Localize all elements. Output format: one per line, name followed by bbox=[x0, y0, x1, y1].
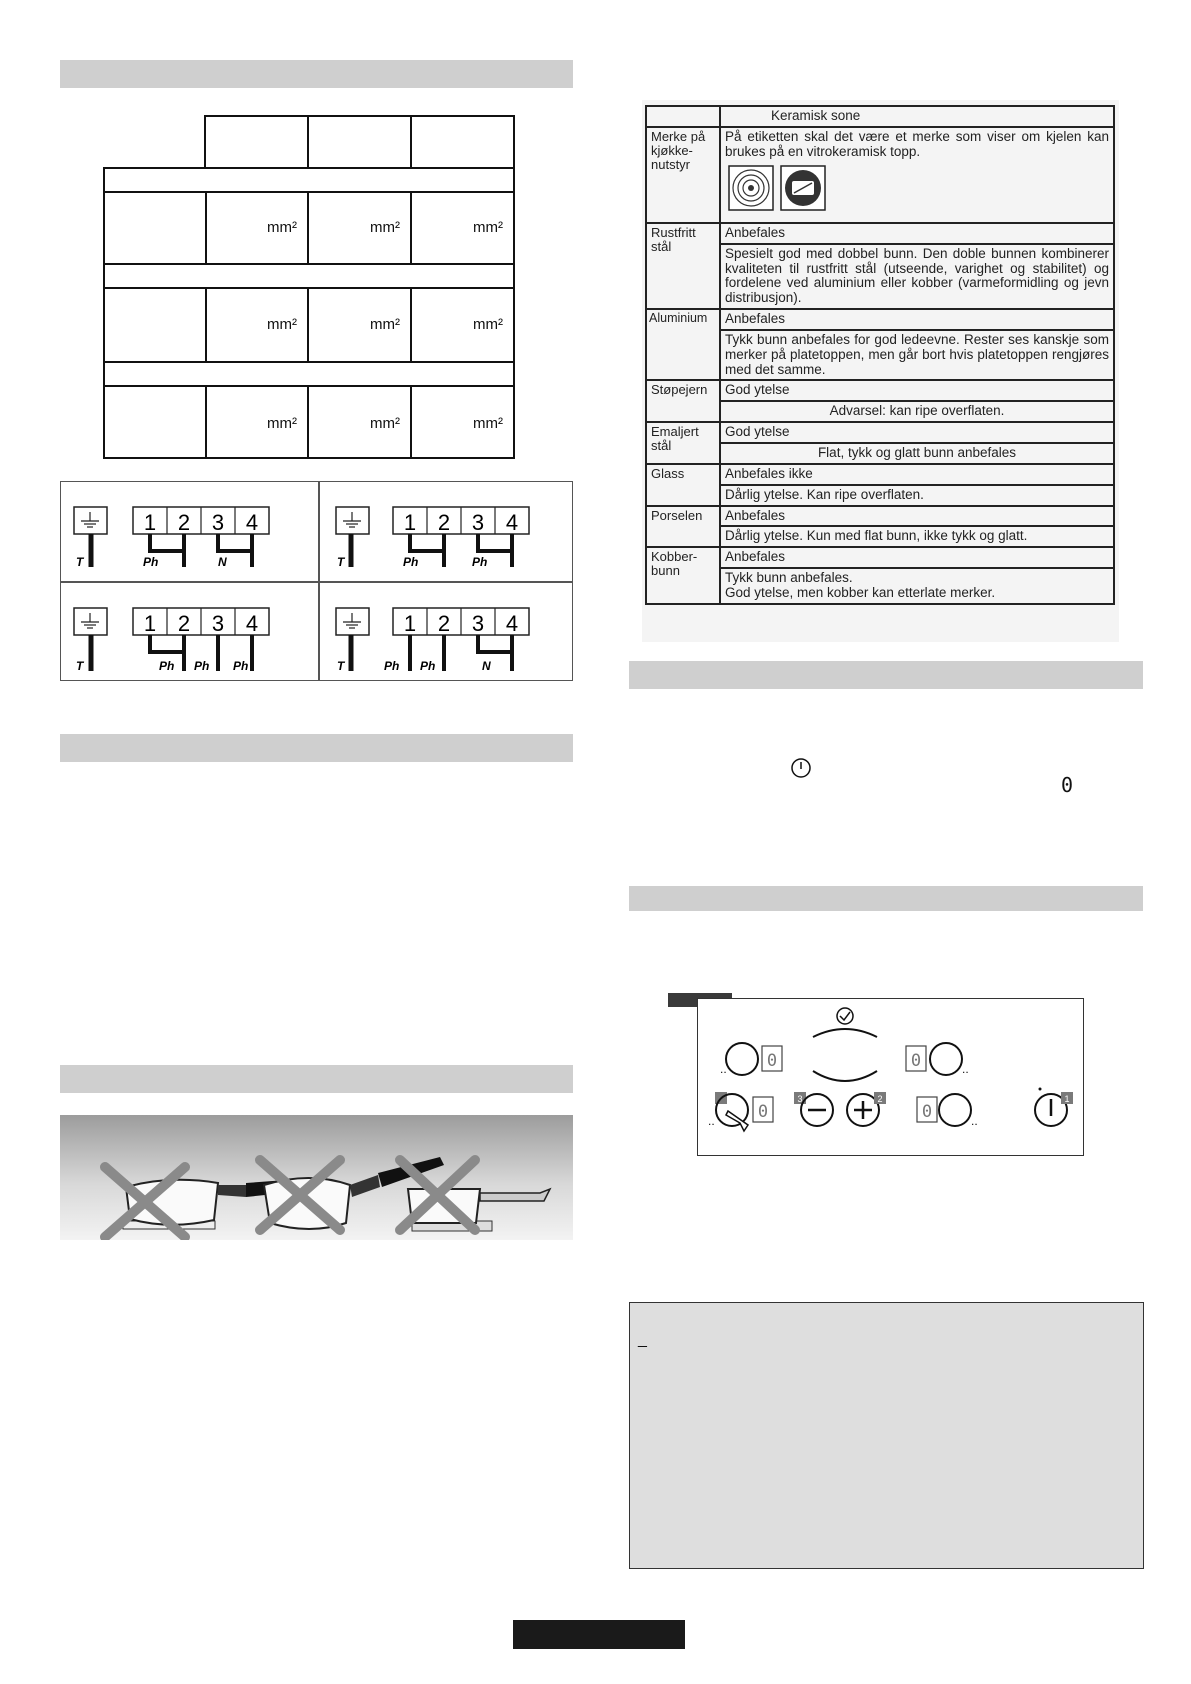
control-panel bbox=[697, 998, 1084, 1156]
table-cell: Advarsel: kan ripe overflaten. bbox=[720, 401, 1114, 422]
wire-label: Ph bbox=[143, 555, 159, 569]
display-digit: 0 bbox=[766, 1051, 778, 1071]
table-row bbox=[646, 106, 1114, 127]
table-cell: Tykk bunn anbefales. God ytelse, men kobber kan etterlate merker. bbox=[720, 568, 1114, 604]
timer-arc-top bbox=[813, 1029, 877, 1037]
table-cell: Anbefales bbox=[720, 309, 1114, 330]
display-digit: 0 bbox=[921, 1102, 933, 1122]
svg-text:..: .. bbox=[720, 1062, 727, 1076]
unit-text: mm² bbox=[267, 219, 297, 236]
wire-label: N bbox=[218, 555, 227, 569]
unit-text: mm² bbox=[370, 219, 400, 236]
table-header: Keramisk sone bbox=[720, 106, 1114, 127]
zone-button-bottom-right bbox=[939, 1094, 971, 1126]
table-row bbox=[646, 223, 1114, 244]
wire-label: T bbox=[76, 659, 84, 673]
table-cell: God ytelse bbox=[720, 422, 1114, 443]
terminal-number: 3 bbox=[211, 611, 225, 636]
badge-number: 2 bbox=[877, 1094, 883, 1104]
table-row bbox=[646, 127, 1114, 223]
table-row bbox=[646, 309, 1114, 330]
terminal-number: 2 bbox=[177, 510, 191, 535]
note-box bbox=[629, 1302, 1144, 1569]
table-cell: Dårlig ytelse. Kan ripe overflaten. bbox=[720, 485, 1114, 506]
display-digit: 0 bbox=[1061, 773, 1074, 797]
table-cell: Anbefales ikke bbox=[720, 464, 1114, 485]
wiring-diagram-3 bbox=[74, 608, 269, 673]
wire-label: Ph bbox=[403, 555, 419, 569]
table-cell: Anbefales bbox=[720, 223, 1114, 244]
row-label: Porselen bbox=[646, 506, 720, 548]
wire-label: Ph bbox=[420, 659, 436, 673]
row-label: Merke på kjøkke-nutstyr bbox=[646, 127, 720, 223]
terminal-number: 1 bbox=[143, 611, 157, 636]
zone-button-top-right bbox=[930, 1043, 962, 1075]
terminal-number: 4 bbox=[505, 510, 519, 535]
cell-text: På etiketten skal det være et merke som viser om kjelen kan brukes på en vitrokeramisk topp. bbox=[725, 128, 1109, 159]
terminal-number: 2 bbox=[437, 611, 451, 636]
terminal-number: 1 bbox=[403, 611, 417, 636]
badge-number: 1 bbox=[1064, 1094, 1070, 1104]
wire-label: Ph bbox=[194, 659, 210, 673]
row-label: Emaljert stål bbox=[646, 422, 720, 464]
unit-text: mm² bbox=[370, 316, 400, 333]
table-cell: Anbefales bbox=[720, 547, 1114, 568]
timer-arc-bottom bbox=[813, 1071, 877, 1081]
terminal-number: 3 bbox=[211, 510, 225, 535]
terminal-number: 4 bbox=[505, 611, 519, 636]
unit-text: mm² bbox=[267, 415, 297, 432]
page-footer-bar bbox=[513, 1620, 685, 1649]
terminal-number: 3 bbox=[471, 611, 485, 636]
table-row bbox=[646, 464, 1114, 485]
unsuitable-pans-illustration bbox=[60, 1115, 573, 1240]
wire-label: Ph bbox=[233, 659, 249, 673]
display-digit: 0 bbox=[757, 1102, 769, 1122]
wire-label: T bbox=[337, 555, 345, 569]
unit-text: mm² bbox=[473, 415, 503, 432]
section-bar-4 bbox=[629, 661, 1143, 689]
pans-drawing bbox=[60, 1115, 573, 1240]
section-bar-2 bbox=[60, 734, 573, 762]
row-label: Kobber-bunn bbox=[646, 547, 720, 604]
cookware-symbols bbox=[725, 164, 835, 212]
terminal-number: 4 bbox=[245, 611, 259, 636]
terminal-number: 3 bbox=[471, 510, 485, 535]
note-dash: _ bbox=[638, 1331, 647, 1348]
table-row bbox=[646, 547, 1114, 568]
table-row bbox=[646, 422, 1114, 443]
terminal-number: 1 bbox=[403, 510, 417, 535]
svg-text:..: .. bbox=[708, 1114, 715, 1128]
unit-text: mm² bbox=[267, 316, 297, 333]
row-label: Glass bbox=[646, 464, 720, 506]
terminal-number: 2 bbox=[177, 611, 191, 636]
table-cell: Flat, tykk og glatt bunn anbefales bbox=[720, 443, 1114, 464]
wiring-diagram-1 bbox=[74, 507, 269, 569]
table-cell: Tykk bunn anbefales for god ledeevne. Rester ses kanskje som merker på platetoppen, men går bort hvis platetoppen rengjøres med det samme. bbox=[720, 330, 1114, 381]
terminal-number: 1 bbox=[143, 510, 157, 535]
wire-label: N bbox=[482, 659, 491, 673]
wire-label: T bbox=[76, 555, 84, 569]
zone-button-top-left bbox=[726, 1043, 758, 1075]
table-cell bbox=[646, 106, 720, 127]
wire-label: Ph bbox=[384, 659, 400, 673]
wiring-diagram-2 bbox=[336, 507, 529, 569]
display-digit: 0 bbox=[910, 1051, 922, 1071]
unit-text: mm² bbox=[473, 219, 503, 236]
table-cell: Dårlig ytelse. Kun med flat bunn, ikke tykk og glatt. bbox=[720, 526, 1114, 547]
power-icon bbox=[790, 757, 812, 779]
row-label: Støpejern bbox=[646, 380, 720, 422]
row-label: Aluminium bbox=[646, 309, 720, 380]
unit-text: mm² bbox=[370, 415, 400, 432]
table-cell: Spesielt god med dobbel bunn. Den doble bunnen kombinerer kvaliteten til rustfritt stål (utseende, varighet og stabilitet) og fordelene ved aluminium eller kobber (varmeformidling og jevn distribusjon). bbox=[720, 244, 1114, 309]
table-row bbox=[646, 506, 1114, 527]
wire-label: Ph bbox=[159, 659, 175, 673]
svg-text:..: .. bbox=[962, 1062, 969, 1076]
section-bar-5 bbox=[629, 886, 1143, 911]
cookware-table bbox=[645, 105, 1115, 605]
section-bar-3 bbox=[60, 1065, 573, 1093]
unit-text: mm² bbox=[473, 316, 503, 333]
table-cell: Anbefales bbox=[720, 506, 1114, 527]
timer-icon bbox=[837, 1008, 853, 1024]
terminal-number: 4 bbox=[245, 510, 259, 535]
table-cell: God ytelse bbox=[720, 380, 1114, 401]
row-label: Rustfritt stål bbox=[646, 223, 720, 309]
table-cell bbox=[720, 127, 1114, 223]
wire-label: T bbox=[337, 659, 345, 673]
control-panel-drawing bbox=[698, 999, 1085, 1157]
svg-text:..: .. bbox=[971, 1114, 978, 1128]
table-row bbox=[646, 380, 1114, 401]
wiring-diagram-4 bbox=[336, 608, 529, 673]
badge-number: 3 bbox=[797, 1094, 803, 1104]
wire-label: Ph bbox=[472, 555, 488, 569]
terminal-number: 2 bbox=[437, 510, 451, 535]
